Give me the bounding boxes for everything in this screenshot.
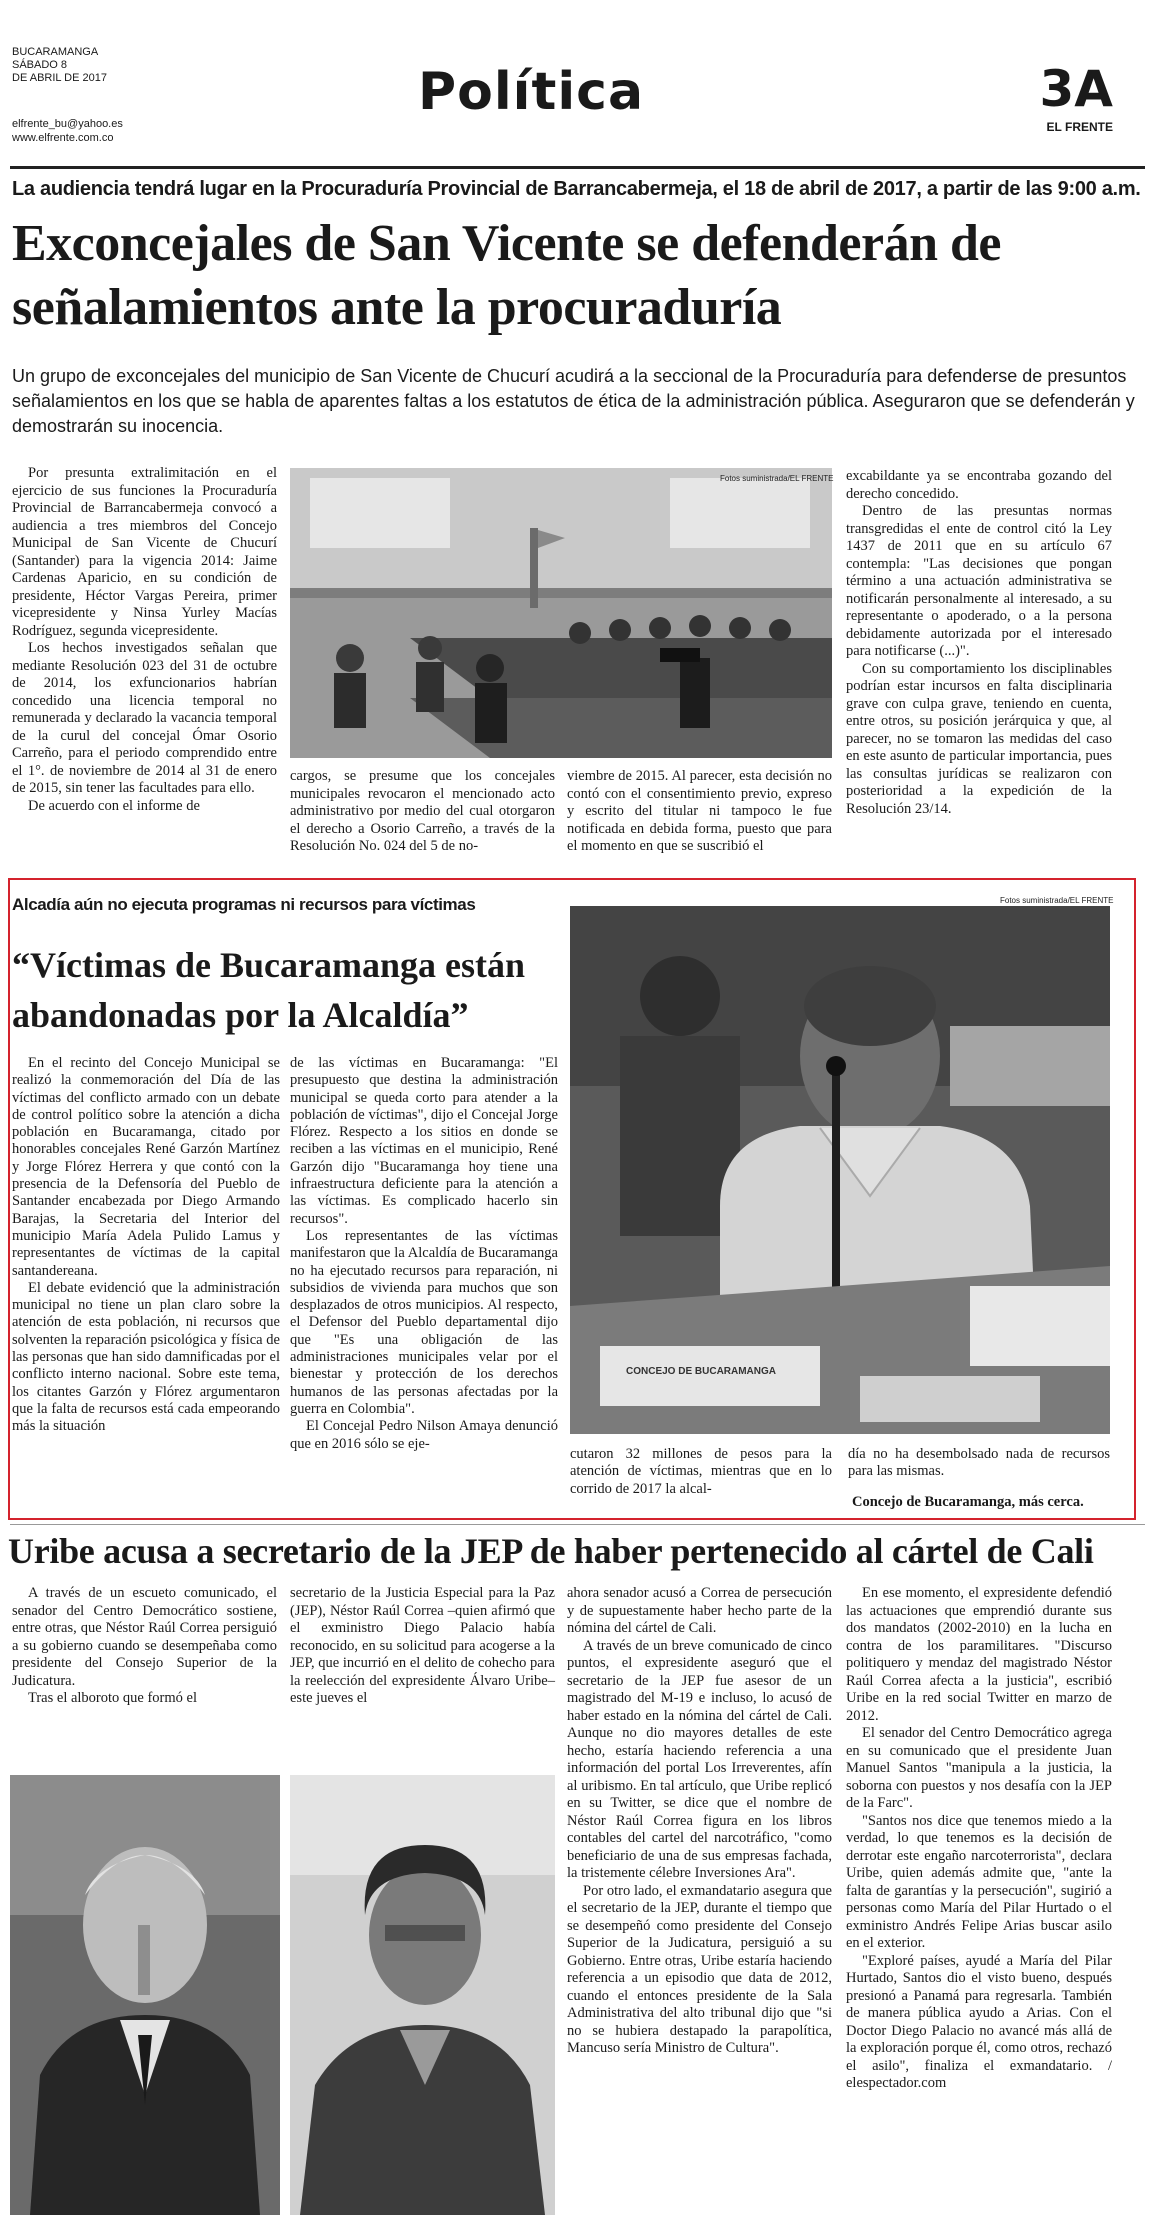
paragraph: El debate evidenció que la administración municipal no tiene un plan claro sobre la atención de esta población, ni recursos que solventen la reparación psicológica y física de las personas que han sido damnificadas por el conflicto interno nacional. Sobre este tema, los citantes Garzón y Flórez argumentaron que la falta de recursos está cada empeorando más la situación (12, 1279, 280, 1435)
article2-column-4 (848, 1446, 1110, 1481)
article2-column-2 (290, 1055, 558, 1453)
paragraph: Por otro lado, el exmandatario asegura que el secretario de la JEP, durante el tiempo que se desempeñó como presidente del Consejo Superior de la Judicatura, persiguió a su Gobierno. Entre otras, Uribe estaría haciendo referencia a un episodio que data de 2012, cuando el entonces presidente de la Sala Administrativa del alto tribunal dijo que "si no se hubiera destapado la parapolítica, Mancuso sería Ministro de Cultura". (567, 1882, 832, 2056)
paragraph: viembre de 2015. Al parecer, esta decisión no contó con el consentimiento previo, expreso y escrito del titular ni tampoco le fue notificada en debida forma, puesto que para el momento en que se suscribió el (567, 768, 832, 854)
uribe-portrait (10, 1775, 280, 2215)
paragraph: Dentro de las presuntas normas transgredidas el ente de control citó la Ley 1437 de 2011 que en su artículo 67 contempla: "Las decisiones que pongan término a una actuación administrativa se notificarán personalmente al interesado, a su representante o apoderado, o a la persona debidamente autorizada por el interesado para notificarse (...)". (846, 503, 1112, 659)
masthead-date-day: SÁBADO 8 (12, 59, 68, 71)
paragraph: A través de un breve comunicado de cinco puntos, el expresidente aseguró que el secretario de la JEP fue asesor de un magistrado del M-19 e incluso, lo acusó de haber estado en la nómina del cártel de Cali. Aunque no dio mayores detalles de este hecho, estaría haciendo referencia a una información del portal Los Irreverentes, afín al uribismo. En tal artículo, que Uribe replicó en su Twitter, se dice que el nombre de Néstor Raúl Correa figura en los libros contables del cartel del narcotráfico, "como beneficiario de una de sus empresas fachada, la tristemente célebre Inversiones Ara". (567, 1637, 832, 1881)
paragraph: A través de un escueto comunicado, el senador del Centro Democrático sostiene, entre otras, que Néstor Raúl Correa persiguió a su gobierno cuando se desempeñaba como presidente del Consejo Superior de la Judicatura. (12, 1585, 277, 1689)
article3-column-1 (12, 1585, 277, 1708)
article2-column-1 (12, 1055, 280, 1436)
masthead-date (12, 46, 107, 85)
paragraph: El senador del Centro Democrático agrega en su comunicado que el presidente Juan Manuel Santos "manipula a la justicia, la soborna con puestos y nos desafía con la JEP de la Farc". (846, 1725, 1112, 1811)
article1-kicker: La audiencia tendrá lugar en la Procuraduría Provincial de Barrancabermeja, el 18 de abril de 2017, a partir de las 9:00 a.m. (12, 178, 1141, 200)
masthead (0, 0, 1155, 175)
masthead-contact (12, 117, 123, 145)
council-placard: CONCEJO DE BUCARAMANGA (626, 1366, 777, 1377)
paragraph: Tras el alboroto que formó el (28, 1690, 198, 1706)
article3-column-3 (567, 1585, 832, 2058)
article3-headline: Uribe acusa a secretario de la JEP de haber pertenecido al cártel de Cali (8, 1531, 1094, 1571)
article1-column-1 (12, 465, 277, 815)
article3-column-2 (290, 1585, 555, 1708)
article1-column-3 (567, 768, 832, 856)
paragraph: día no ha desembolsado nada de recursos para las mismas. (848, 1446, 1110, 1480)
paragraph: cargos, se presume que los concejales municipales revocaron el mencionado acto administrativo por medio del cual otorgaron el derecho a Osorio Carreño, a través de la Resolución No. 024 del 5 de no- (290, 768, 555, 854)
councilman-image (570, 906, 1110, 1434)
paragraph: En el recinto del Concejo Municipal se realizó la conmemoración del Día de las víctimas del conflicto armado con un debate de control político sobre la atención a dicha población en Bucaramanga, citado por honorables concejales René Garzón Martínez y Jorge Flórez Herrera y que contó con la presencia de la Defensoría del Pueblo de Santander encabezada por Diego Armando Barajas, la Secretaria del Interior del municipio María Adela Pulido Lamus y representantes de víctimas de la capital santandereana. (12, 1055, 280, 1279)
councilman-speaking-photo (570, 906, 1110, 1434)
correa-portrait (290, 1775, 555, 2215)
article2-column-3 (570, 1446, 832, 1498)
paragraph: excabildante ya se encontraba gozando del derecho concedido. (846, 468, 1112, 502)
page-number: 3A (1039, 60, 1113, 118)
article1-lead: Un grupo de exconcejales del municipio de San Vicente de Chucurí acudirá a la seccional de la Procuraduría para defenderse de presuntos señalamientos en los que se habla de aparentes faltas a los estatutos de ética de la administración pública. Aseguraron que se defenderán y demostrarán su inocencia. (12, 366, 1135, 436)
article3-divider (10, 1524, 1145, 1525)
paragraph: En ese momento, el expresidente defendió las actuaciones que emprendió durante sus dos mandatos (2002-2010) en la lucha en contra de los paramilitares. "Discurso politiquero y mendaz del magistrado Néstor Raúl Correa afecta a la justicia", escribió Uribe en la red social Twitter en marzo de 2012. (846, 1585, 1112, 1724)
paragraph: De acuerdo con el informe de (28, 797, 200, 814)
article1-column-4 (846, 468, 1112, 818)
masthead-web[interactable]: www.elfrente.com.co (12, 132, 114, 144)
article2-kicker: Alcadía aún no ejecuta programas ni recursos para víctimas (12, 895, 476, 914)
paragraph: Los hechos investigados señalan que mediante Resolución 023 del 31 de octubre de 2014, los exfuncionarios habrían concedido una licencia temporal no remunerada y declarado la vacancia temporal de la curul del concejal Ómar Osorio Carreño, para el periodo comprendido entre el 1°. de noviembre de 2014 al 31 de enero de 2015, sin tener las facultades para ello. (12, 640, 277, 796)
paragraph: cutaron 32 millones de pesos para la atención de víctimas, mientras que en lo corrido de 2017 la alcal- (570, 1446, 832, 1497)
council-session-photo (290, 468, 832, 758)
masthead-city: BUCARAMANGA (12, 46, 99, 58)
paragraph: Con su comportamiento los disciplinables podrían estar incursos en falta disciplinaria grave con culpa grave, teniendo en cuenta, entre otros, su posición jerárquica y que, al parecer, no se tomaron las medidas del caso en este asunto de particular importancia, pues las consultas jurídicas se realizaron con posterioridad a la expedición de la Resolución 23/14. (846, 660, 1112, 817)
paragraph: secretario de la Justicia Especial para la Paz (JEP), Néstor Raúl Correa –quien afirmó que el exministro Diego Palacio había reconocido, en su solicitud para acogerse a la JEP, que incurrió en el delito de cohecho para la reelección del expresidente Álvaro Uribe– este jueves el (290, 1585, 555, 1706)
paragraph: ahora senador acusó a Correa de persecución y de supuestamente haber hecho parte de la nómina del cártel de Cali. (567, 1585, 832, 1636)
newspaper-name: EL FRENTE (1046, 120, 1113, 134)
paragraph: de las víctimas en Bucaramanga: "El presupuesto que destina la administración municipal se queda corto para atender a la población de víctimas", dijo el Concejal Jorge Flórez. Respecto a los sitios en donde se reciben a las víctimas en el municipio, René Garzón dijo "Bucaramanga hoy tiene una infraestructura deficiente para la atención a las víctimas. Es complicado hacerlo sin recursos". (290, 1055, 558, 1227)
paragraph: El Concejal Pedro Nilson Amaya denunció que en 2016 sólo se eje- (290, 1418, 558, 1452)
correa-photo (290, 1775, 555, 2215)
council-session-image (290, 468, 832, 758)
paragraph: "Exploré países, ayudé a María del Pilar Hurtado, Santos dio el visto bueno, después presionó a Panamá para regresarla. También de manera pública ayudo a Arias. Con el Doctor Diego Palacio no avancé más allá de la exploración porque él, como otros, rechazó el asilo", finaliza el exmandatario. / elespectador.com (846, 1952, 1112, 2091)
masthead-email[interactable]: elfrente_bu@yahoo.es (12, 118, 123, 130)
article1-column-2 (290, 768, 555, 856)
article3-column-4 (846, 1585, 1112, 2093)
article1-photo-credit: Fotos suministrada/EL FRENTE (720, 474, 834, 483)
paragraph: "Santos nos dice que tenemos miedo a la verdad, lo que tenemos es la decisión de derrotar este engaño narcoterrorista", declara Uribe, quien además admite que, "ante la falta de garantías y la persecución", sugirió a personas como María del Pilar Hurtado o el exministro Andrés Felipe Arias buscar asilo en el exterior. (846, 1812, 1112, 1951)
paragraph: Los representantes de las víctimas manifestaron que la Alcaldía de Bucaramanga no ha ejecutado recursos para reparación, ni subsidios de vivienda para muchos que son desplazados de otros municipios. Al respecto, el Defensor del Pueblo departamental dijo que "Es una obligación de las administraciones municipales velar por el bienestar y protección de los derechos humanos de las personas afectadas por la guerra en Colombia". (290, 1227, 558, 1417)
section-title: Política (418, 62, 645, 122)
article1-headline: Exconcejales de San Vicente se defenderán de señalamientos ante la procuraduría (12, 215, 1002, 336)
uribe-photo (10, 1775, 280, 2215)
masthead-date-month: DE ABRIL DE 2017 (12, 72, 107, 84)
masthead-divider (10, 166, 1145, 169)
article2-signature: Concejo de Bucaramanga, más cerca. (852, 1494, 1084, 1510)
paragraph: Por presunta extralimitación en el ejercicio de sus funciones la Procuraduría Provincial de Barrancabermeja convocó a audiencia a tres miembros del Concejo Municipal de San Vicente de Chucurí (Santander) para la vigencia 2014: Jaime Cardenas Aparicio, en su condición de presidente, Héctor Vargas Pereira, primer vicepresidente y Ninsa Yurley Macías Rodríguez, segunda vicepresidente. (12, 465, 277, 639)
article2-title: “Víctimas de Bucaramanga están abandonadas por la Alcaldía” (12, 945, 525, 1035)
article2-photo-credit: Fotos suministrada/EL FRENTE (1000, 896, 1114, 905)
